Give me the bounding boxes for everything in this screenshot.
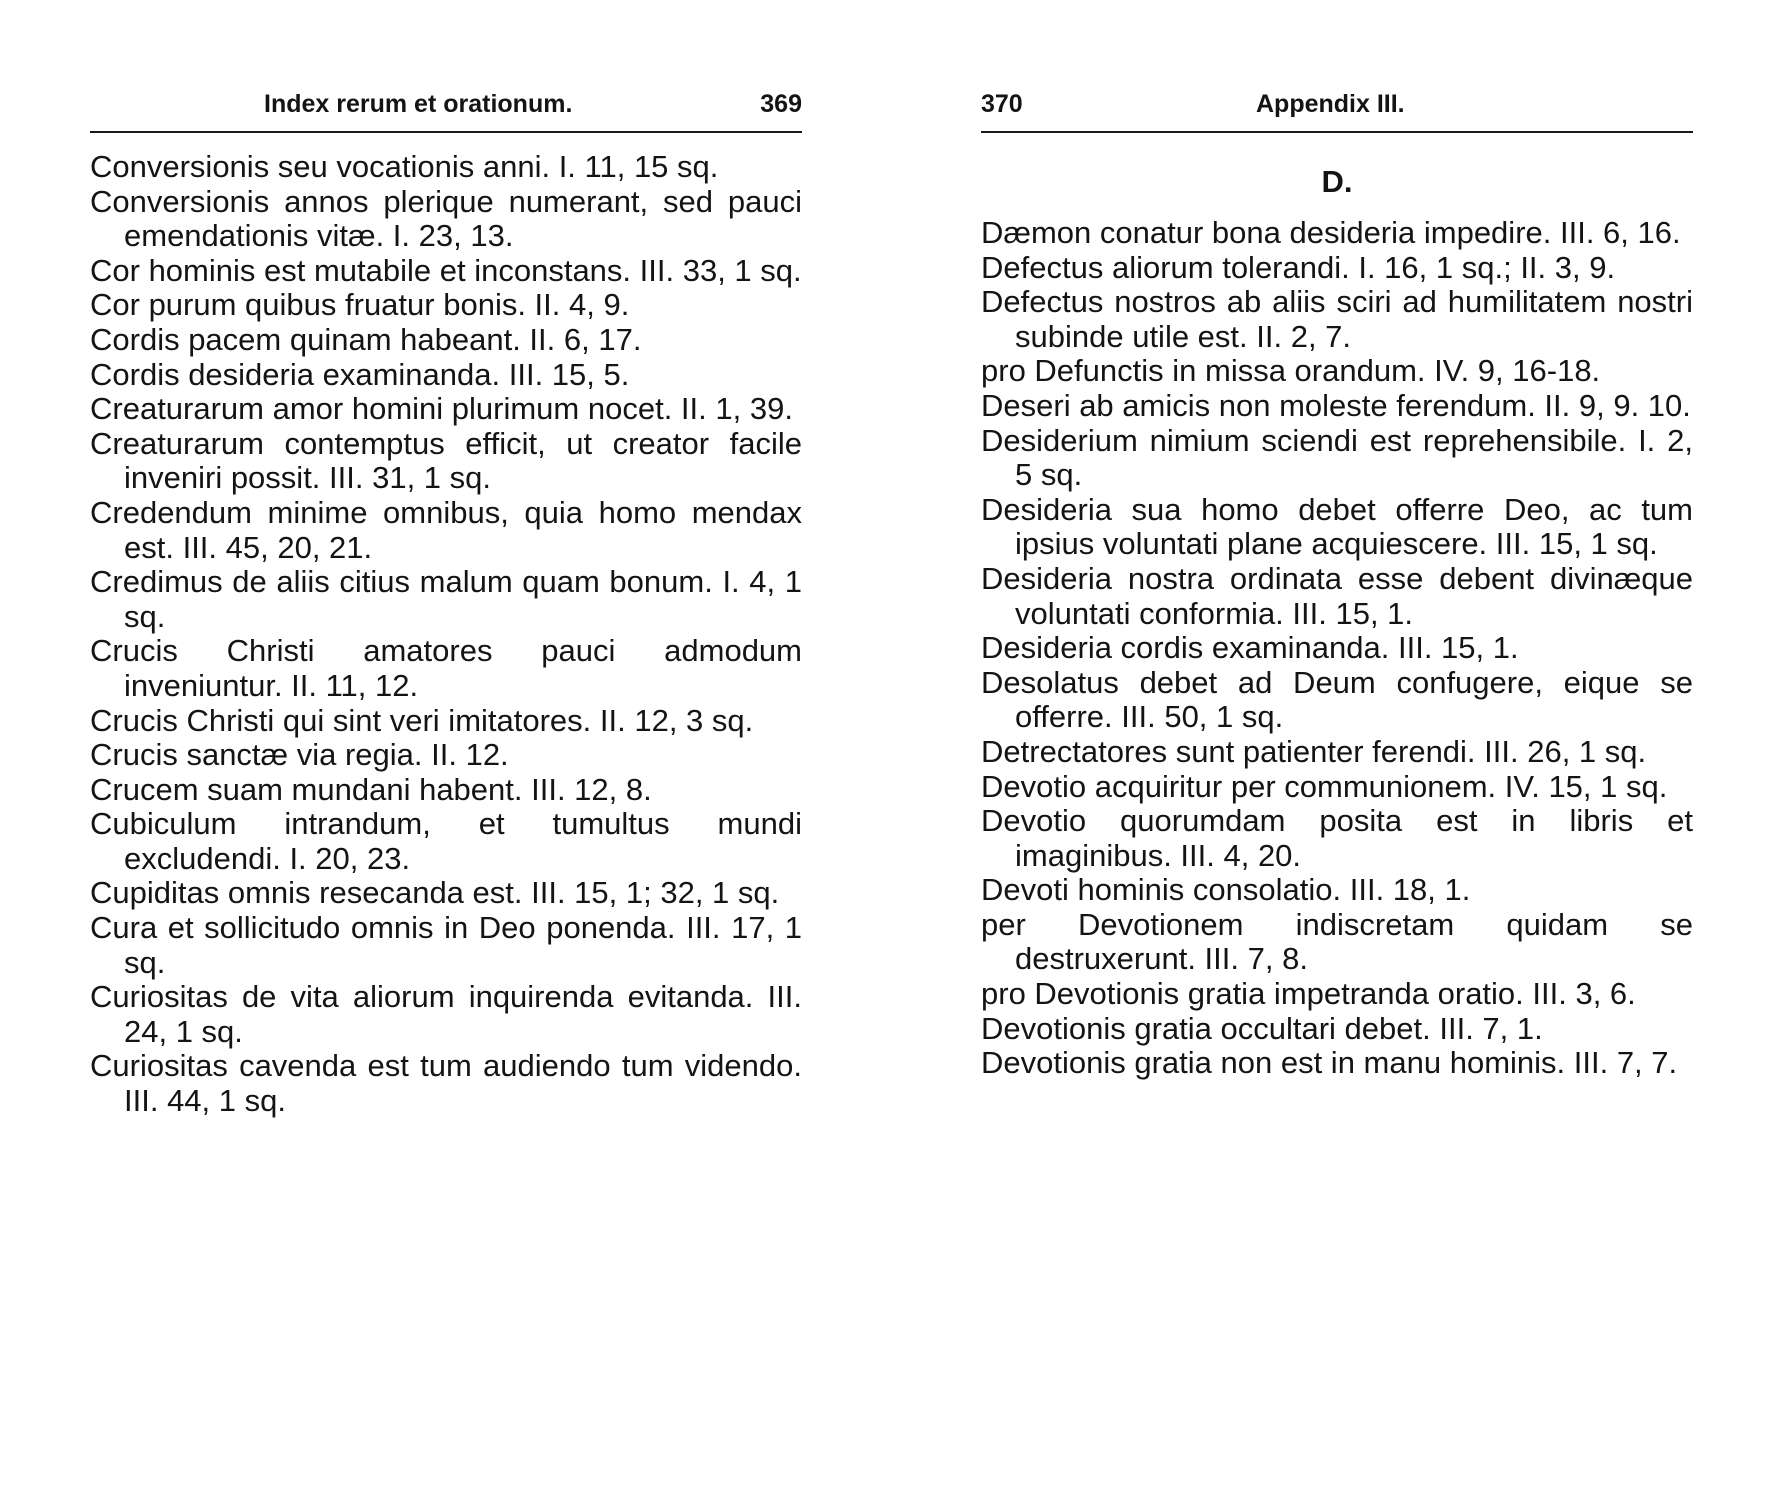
- index-entry: Crucem suam mundani habent. III. 12, 8.: [90, 771, 652, 807]
- section-letter: D.: [1321, 164, 1353, 199]
- right-header-rule: [981, 131, 1693, 133]
- index-entry: Cupiditas omnis resecanda est. III. 15, 1; 32, 1 sq.: [90, 875, 780, 911]
- index-entry: Cura et sollicitudo omnis in Deo ponenda. III. 17, 1 sq.: [90, 910, 802, 980]
- index-entry: pro Devotionis gratia impetranda oratio. III. 3, 6.: [981, 976, 1636, 1012]
- index-entry: Desiderium nimium sciendi est reprehensibile. I. 2, 5 sq.: [981, 422, 1693, 493]
- index-entry: Crucis Christi amatores pauci admodum inveniuntur. II. 11, 12.: [90, 633, 802, 703]
- right-page: [981, 0, 1693, 1500]
- index-entry: Devotionis gratia occultari debet. III. 7, 1.: [981, 1010, 1543, 1046]
- index-entry: Cor purum quibus fruatur bonis. II. 4, 9.: [90, 287, 630, 323]
- index-entry: pro Defunctis in missa orandum. IV. 9, 16-18.: [981, 353, 1601, 389]
- index-entry: per Devotionem indiscretam quidam se destruxerunt. III. 7, 8.: [981, 906, 1693, 977]
- right-running-head-title: Appendix III.: [1256, 90, 1405, 118]
- left-running-head-title: Index rerum et orationum.: [264, 90, 573, 118]
- index-entry: Devotio acquiritur per communionem. IV. 15, 1 sq.: [981, 768, 1668, 804]
- index-entry: Creaturarum contemptus efficit, ut creator facile inveniri possit. III. 31, 1 sq.: [90, 425, 802, 496]
- index-entry: Crucis sanctæ via regia. II. 12.: [90, 737, 509, 773]
- index-entry: Desideria cordis examinanda. III. 15, 1.: [981, 630, 1519, 666]
- left-index-entries: [90, 150, 802, 1119]
- index-entry: Desideria nostra ordinata esse debent divinæque voluntati conformia. III. 15, 1.: [981, 560, 1693, 631]
- right-index-entries: [981, 216, 1693, 1081]
- index-entry: Devotio quorumdam posita est in libris et imaginibus. III. 4, 20.: [981, 803, 1693, 873]
- left-page-number: 369: [760, 90, 802, 118]
- index-entry: Cordis desideria examinanda. III. 15, 5.: [90, 356, 630, 392]
- index-entry: Conversionis annos plerique numerant, sed pauci emendationis vitæ. I. 23, 13.: [90, 183, 802, 254]
- index-entry: Credendum minime omnibus, quia homo mendax est. III. 45, 20, 21.: [90, 494, 802, 565]
- index-entry: Creaturarum amor homini plurimum nocet. II. 1, 39.: [90, 391, 793, 427]
- index-entry: Devoti hominis consolatio. III. 18, 1.: [981, 872, 1471, 908]
- index-entry: Curiositas cavenda est tum audiendo tum videndo. III. 44, 1 sq.: [90, 1048, 802, 1119]
- right-running-head: [981, 86, 1693, 122]
- index-entry: Defectus nostros ab aliis sciri ad humilitatem nostri subinde utile est. II. 2, 7.: [981, 284, 1693, 354]
- index-entry: Credimus de aliis citius malum quam bonum. I. 4, 1 sq.: [90, 564, 802, 634]
- right-page-number: 370: [981, 90, 1023, 118]
- index-entry: Desideria sua homo debet offerre Deo, ac tum ipsius voluntati plane acquiescere. III. 15, 1 sq.: [981, 491, 1693, 562]
- index-entry: Desolatus debet ad Deum confugere, eique se offerre. III. 50, 1 sq.: [981, 664, 1693, 735]
- index-entry: Crucis Christi qui sint veri imitatores. II. 12, 3 sq.: [90, 702, 754, 738]
- left-header-rule: [90, 131, 802, 133]
- left-running-head: [90, 86, 802, 122]
- index-entry: Deseri ab amicis non moleste ferendum. II. 9, 9. 10.: [981, 387, 1691, 423]
- index-entry: Cor hominis est mutabile et inconstans. III. 33, 1 sq.: [90, 252, 802, 288]
- index-entry: Cubiculum intrandum, et tumultus mundi excludendi. I. 20, 23.: [90, 806, 802, 876]
- index-entry: Cordis pacem quinam habeant. II. 6, 17.: [90, 321, 642, 357]
- index-entry: Conversionis seu vocationis anni. I. 11, 15 sq.: [90, 149, 719, 184]
- index-entry: Dæmon conatur bona desideria impedire. III. 6, 16.: [981, 215, 1681, 250]
- index-entry: Devotionis gratia non est in manu hominis. III. 7, 7.: [981, 1045, 1678, 1081]
- index-entry: Detrectatores sunt patienter ferendi. III. 26, 1 sq.: [981, 733, 1647, 769]
- index-entry: Defectus aliorum tolerandi. I. 16, 1 sq.; II. 3, 9.: [981, 249, 1616, 285]
- index-entry: Curiositas de vita aliorum inquirenda evitanda. III. 24, 1 sq.: [90, 979, 802, 1049]
- left-page: [90, 0, 802, 1500]
